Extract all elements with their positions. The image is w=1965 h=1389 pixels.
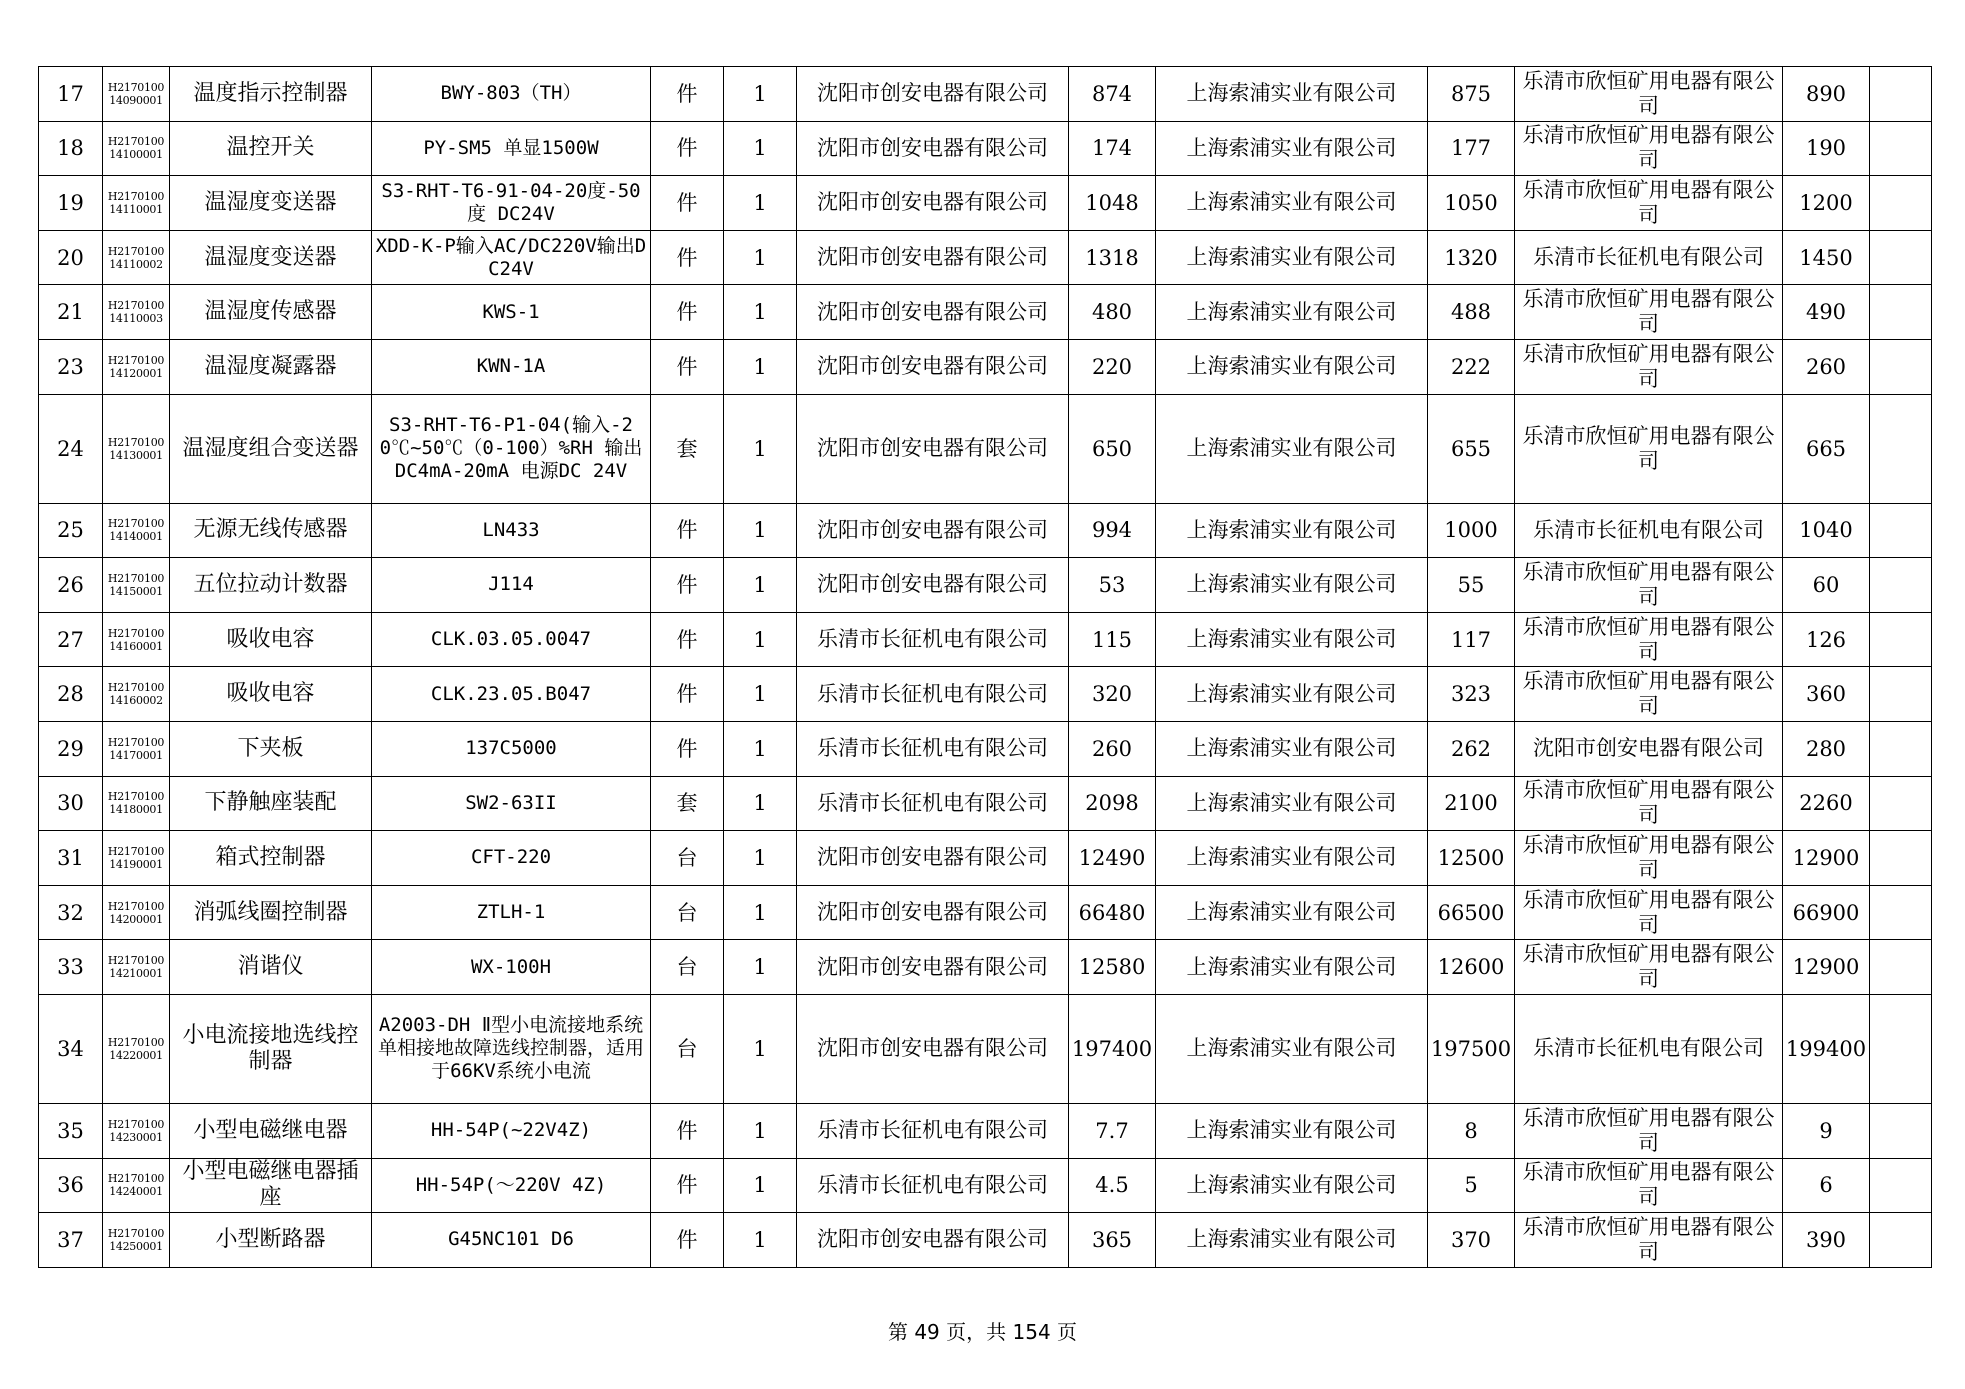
material-code: H2170100 14090001 bbox=[103, 67, 170, 122]
price-3: 12900 bbox=[1783, 940, 1870, 995]
price-1: 4.5 bbox=[1069, 1158, 1156, 1213]
table-row bbox=[39, 721, 1932, 776]
price-1: 12580 bbox=[1069, 940, 1156, 995]
row-number: 25 bbox=[39, 503, 103, 558]
price-2: 5 bbox=[1428, 1158, 1515, 1213]
supplier-3: 乐清市欣恒矿用电器有限公司 bbox=[1515, 940, 1783, 995]
item-unit: 台 bbox=[651, 831, 724, 886]
price-1: 365 bbox=[1069, 1213, 1156, 1268]
supplier-2: 上海索浦实业有限公司 bbox=[1156, 176, 1428, 231]
remark bbox=[1870, 994, 1932, 1103]
price-3: 665 bbox=[1783, 394, 1870, 503]
item-unit: 件 bbox=[651, 558, 724, 613]
item-model: 137C5000 bbox=[372, 721, 651, 776]
item-quantity: 1 bbox=[724, 1213, 797, 1268]
table-row bbox=[39, 667, 1932, 722]
supplier-3: 沈阳市创安电器有限公司 bbox=[1515, 721, 1783, 776]
supplier-3: 乐清市欣恒矿用电器有限公司 bbox=[1515, 176, 1783, 231]
supplier-1: 乐清市长征机电有限公司 bbox=[797, 776, 1069, 831]
item-name: 温湿度变送器 bbox=[170, 230, 372, 285]
material-code: H2170100 14110002 bbox=[103, 230, 170, 285]
supplier-2: 上海索浦实业有限公司 bbox=[1156, 67, 1428, 122]
material-code: H2170100 14220001 bbox=[103, 994, 170, 1103]
supplier-1: 乐清市长征机电有限公司 bbox=[797, 1158, 1069, 1213]
row-number: 35 bbox=[39, 1103, 103, 1158]
supplier-2: 上海索浦实业有限公司 bbox=[1156, 121, 1428, 176]
price-1: 1048 bbox=[1069, 176, 1156, 231]
material-code: H2170100 14180001 bbox=[103, 776, 170, 831]
supplier-2: 上海索浦实业有限公司 bbox=[1156, 721, 1428, 776]
remark bbox=[1870, 1158, 1932, 1213]
price-1: 115 bbox=[1069, 612, 1156, 667]
supplier-1: 乐清市长征机电有限公司 bbox=[797, 721, 1069, 776]
item-quantity: 1 bbox=[724, 776, 797, 831]
material-code: H2170100 14210001 bbox=[103, 940, 170, 995]
remark bbox=[1870, 176, 1932, 231]
item-model: KWS-1 bbox=[372, 285, 651, 340]
supplier-3: 乐清市欣恒矿用电器有限公司 bbox=[1515, 121, 1783, 176]
item-unit: 件 bbox=[651, 503, 724, 558]
item-unit: 件 bbox=[651, 721, 724, 776]
price-2: 55 bbox=[1428, 558, 1515, 613]
price-1: 874 bbox=[1069, 67, 1156, 122]
price-1: 1318 bbox=[1069, 230, 1156, 285]
supplier-2: 上海索浦实业有限公司 bbox=[1156, 1213, 1428, 1268]
supplier-3: 乐清市长征机电有限公司 bbox=[1515, 994, 1783, 1103]
row-number: 20 bbox=[39, 230, 103, 285]
price-3: 60 bbox=[1783, 558, 1870, 613]
material-code: H2170100 14130001 bbox=[103, 394, 170, 503]
item-quantity: 1 bbox=[724, 1158, 797, 1213]
supplier-3: 乐清市欣恒矿用电器有限公司 bbox=[1515, 339, 1783, 394]
price-1: 12490 bbox=[1069, 831, 1156, 886]
table-row bbox=[39, 339, 1932, 394]
supplier-1: 乐清市长征机电有限公司 bbox=[797, 1103, 1069, 1158]
item-name: 温控开关 bbox=[170, 121, 372, 176]
price-3: 390 bbox=[1783, 1213, 1870, 1268]
supplier-2: 上海索浦实业有限公司 bbox=[1156, 994, 1428, 1103]
supplier-1: 沈阳市创安电器有限公司 bbox=[797, 285, 1069, 340]
table-row bbox=[39, 230, 1932, 285]
supplier-1: 沈阳市创安电器有限公司 bbox=[797, 994, 1069, 1103]
remark bbox=[1870, 394, 1932, 503]
item-unit: 件 bbox=[651, 667, 724, 722]
row-number: 27 bbox=[39, 612, 103, 667]
remark bbox=[1870, 67, 1932, 122]
item-unit: 件 bbox=[651, 230, 724, 285]
item-model: KWN-1A bbox=[372, 339, 651, 394]
remark bbox=[1870, 121, 1932, 176]
item-quantity: 1 bbox=[724, 885, 797, 940]
item-unit: 件 bbox=[651, 612, 724, 667]
remark bbox=[1870, 776, 1932, 831]
item-unit: 套 bbox=[651, 776, 724, 831]
material-code: H2170100 14240001 bbox=[103, 1158, 170, 1213]
item-model: XDD-K-P输入AC/DC220V输出DC24V bbox=[372, 230, 651, 285]
item-unit: 件 bbox=[651, 339, 724, 394]
item-name: 温湿度传感器 bbox=[170, 285, 372, 340]
item-model: CFT-220 bbox=[372, 831, 651, 886]
price-2: 875 bbox=[1428, 67, 1515, 122]
price-3: 360 bbox=[1783, 667, 1870, 722]
item-model: LN433 bbox=[372, 503, 651, 558]
price-2: 1000 bbox=[1428, 503, 1515, 558]
row-number: 29 bbox=[39, 721, 103, 776]
item-quantity: 1 bbox=[724, 339, 797, 394]
price-3: 12900 bbox=[1783, 831, 1870, 886]
price-3: 199400 bbox=[1783, 994, 1870, 1103]
material-code: H2170100 14110003 bbox=[103, 285, 170, 340]
price-3: 890 bbox=[1783, 67, 1870, 122]
remark bbox=[1870, 339, 1932, 394]
price-1: 53 bbox=[1069, 558, 1156, 613]
remark bbox=[1870, 1103, 1932, 1158]
price-2: 222 bbox=[1428, 339, 1515, 394]
price-3: 9 bbox=[1783, 1103, 1870, 1158]
item-model: J114 bbox=[372, 558, 651, 613]
item-model: WX-100H bbox=[372, 940, 651, 995]
price-2: 1320 bbox=[1428, 230, 1515, 285]
supplier-2: 上海索浦实业有限公司 bbox=[1156, 394, 1428, 503]
table-row bbox=[39, 1158, 1932, 1213]
item-quantity: 1 bbox=[724, 612, 797, 667]
supplier-3: 乐清市欣恒矿用电器有限公司 bbox=[1515, 67, 1783, 122]
supplier-1: 沈阳市创安电器有限公司 bbox=[797, 1213, 1069, 1268]
item-model: A2003-DH Ⅱ型小电流接地系统单相接地故障选线控制器，适用于66KV系统小电流 bbox=[372, 994, 651, 1103]
price-3: 6 bbox=[1783, 1158, 1870, 1213]
remark bbox=[1870, 721, 1932, 776]
price-2: 12500 bbox=[1428, 831, 1515, 886]
supplier-1: 沈阳市创安电器有限公司 bbox=[797, 394, 1069, 503]
item-name: 温湿度组合变送器 bbox=[170, 394, 372, 503]
supplier-2: 上海索浦实业有限公司 bbox=[1156, 612, 1428, 667]
item-model: CLK.03.05.0047 bbox=[372, 612, 651, 667]
remark bbox=[1870, 558, 1932, 613]
remark bbox=[1870, 667, 1932, 722]
row-number: 23 bbox=[39, 339, 103, 394]
supplier-2: 上海索浦实业有限公司 bbox=[1156, 339, 1428, 394]
table-row bbox=[39, 285, 1932, 340]
remark bbox=[1870, 885, 1932, 940]
item-unit: 件 bbox=[651, 285, 724, 340]
material-code: H2170100 14250001 bbox=[103, 1213, 170, 1268]
item-quantity: 1 bbox=[724, 285, 797, 340]
price-3: 1200 bbox=[1783, 176, 1870, 231]
row-number: 24 bbox=[39, 394, 103, 503]
item-model: S3-RHT-T6-P1-04(输入-20℃~50℃（0-100）%RH 输出 DC4mA-20mA 电源DC 24V bbox=[372, 394, 651, 503]
supplier-2: 上海索浦实业有限公司 bbox=[1156, 503, 1428, 558]
table-row bbox=[39, 394, 1932, 503]
price-2: 323 bbox=[1428, 667, 1515, 722]
item-name: 消弧线圈控制器 bbox=[170, 885, 372, 940]
price-1: 197400 bbox=[1069, 994, 1156, 1103]
row-number: 33 bbox=[39, 940, 103, 995]
item-name: 温湿度变送器 bbox=[170, 176, 372, 231]
item-name: 小型断路器 bbox=[170, 1213, 372, 1268]
table-row bbox=[39, 67, 1932, 122]
table-row bbox=[39, 885, 1932, 940]
supplier-3: 乐清市长征机电有限公司 bbox=[1515, 230, 1783, 285]
item-quantity: 1 bbox=[724, 176, 797, 231]
material-code: H2170100 14160001 bbox=[103, 612, 170, 667]
supplier-3: 乐清市欣恒矿用电器有限公司 bbox=[1515, 776, 1783, 831]
item-name: 吸收电容 bbox=[170, 612, 372, 667]
item-model: PY-SM5 单显1500W bbox=[372, 121, 651, 176]
item-quantity: 1 bbox=[724, 230, 797, 285]
price-2: 8 bbox=[1428, 1103, 1515, 1158]
supplier-2: 上海索浦实业有限公司 bbox=[1156, 885, 1428, 940]
table-row bbox=[39, 558, 1932, 613]
table-row bbox=[39, 1103, 1932, 1158]
supplier-1: 沈阳市创安电器有限公司 bbox=[797, 831, 1069, 886]
item-model: BWY-803（TH） bbox=[372, 67, 651, 122]
price-1: 2098 bbox=[1069, 776, 1156, 831]
item-quantity: 1 bbox=[724, 503, 797, 558]
row-number: 18 bbox=[39, 121, 103, 176]
item-quantity: 1 bbox=[724, 721, 797, 776]
material-code: H2170100 14160002 bbox=[103, 667, 170, 722]
supplier-3: 乐清市欣恒矿用电器有限公司 bbox=[1515, 558, 1783, 613]
supplier-1: 沈阳市创安电器有限公司 bbox=[797, 67, 1069, 122]
item-unit: 件 bbox=[651, 67, 724, 122]
item-model: S3-RHT-T6-91-04-20度-50度 DC24V bbox=[372, 176, 651, 231]
supplier-2: 上海索浦实业有限公司 bbox=[1156, 940, 1428, 995]
row-number: 21 bbox=[39, 285, 103, 340]
row-number: 19 bbox=[39, 176, 103, 231]
row-number: 37 bbox=[39, 1213, 103, 1268]
price-2: 655 bbox=[1428, 394, 1515, 503]
item-unit: 台 bbox=[651, 885, 724, 940]
supplier-2: 上海索浦实业有限公司 bbox=[1156, 776, 1428, 831]
price-2: 12600 bbox=[1428, 940, 1515, 995]
remark bbox=[1870, 285, 1932, 340]
material-code: H2170100 14200001 bbox=[103, 885, 170, 940]
price-2: 177 bbox=[1428, 121, 1515, 176]
table-row bbox=[39, 776, 1932, 831]
item-name: 消谐仪 bbox=[170, 940, 372, 995]
supplier-2: 上海索浦实业有限公司 bbox=[1156, 285, 1428, 340]
price-3: 1040 bbox=[1783, 503, 1870, 558]
material-code: H2170100 14230001 bbox=[103, 1103, 170, 1158]
remark bbox=[1870, 831, 1932, 886]
material-code: H2170100 14110001 bbox=[103, 176, 170, 231]
supplier-3: 乐清市欣恒矿用电器有限公司 bbox=[1515, 831, 1783, 886]
material-code: H2170100 14120001 bbox=[103, 339, 170, 394]
item-name: 温度指示控制器 bbox=[170, 67, 372, 122]
supplier-1: 沈阳市创安电器有限公司 bbox=[797, 176, 1069, 231]
supplier-3: 乐清市欣恒矿用电器有限公司 bbox=[1515, 1213, 1783, 1268]
price-3: 1450 bbox=[1783, 230, 1870, 285]
price-2: 488 bbox=[1428, 285, 1515, 340]
price-3: 66900 bbox=[1783, 885, 1870, 940]
supplier-1: 沈阳市创安电器有限公司 bbox=[797, 940, 1069, 995]
item-unit: 套 bbox=[651, 394, 724, 503]
table-row bbox=[39, 121, 1932, 176]
supplier-1: 沈阳市创安电器有限公司 bbox=[797, 503, 1069, 558]
table-row bbox=[39, 612, 1932, 667]
price-1: 994 bbox=[1069, 503, 1156, 558]
material-code: H2170100 14140001 bbox=[103, 503, 170, 558]
table-row bbox=[39, 176, 1932, 231]
supplier-2: 上海索浦实业有限公司 bbox=[1156, 667, 1428, 722]
item-name: 小电流接地选线控制器 bbox=[170, 994, 372, 1103]
item-name: 无源无线传感器 bbox=[170, 503, 372, 558]
supplier-3: 乐清市欣恒矿用电器有限公司 bbox=[1515, 394, 1783, 503]
supplier-1: 沈阳市创安电器有限公司 bbox=[797, 885, 1069, 940]
item-quantity: 1 bbox=[724, 667, 797, 722]
material-code: H2170100 14190001 bbox=[103, 831, 170, 886]
supplier-2: 上海索浦实业有限公司 bbox=[1156, 1103, 1428, 1158]
item-quantity: 1 bbox=[724, 1103, 797, 1158]
price-1: 66480 bbox=[1069, 885, 1156, 940]
quote-table bbox=[38, 66, 1932, 1268]
table-row bbox=[39, 503, 1932, 558]
table-row bbox=[39, 1213, 1932, 1268]
item-unit: 件 bbox=[651, 1213, 724, 1268]
item-quantity: 1 bbox=[724, 394, 797, 503]
supplier-3: 乐清市欣恒矿用电器有限公司 bbox=[1515, 1158, 1783, 1213]
row-number: 32 bbox=[39, 885, 103, 940]
price-2: 2100 bbox=[1428, 776, 1515, 831]
supplier-3: 乐清市欣恒矿用电器有限公司 bbox=[1515, 285, 1783, 340]
table-row bbox=[39, 831, 1932, 886]
remark bbox=[1870, 612, 1932, 667]
item-name: 温湿度凝露器 bbox=[170, 339, 372, 394]
supplier-3: 乐清市欣恒矿用电器有限公司 bbox=[1515, 667, 1783, 722]
item-name: 小型电磁继电器插座 bbox=[170, 1158, 372, 1213]
item-model: SW2-63II bbox=[372, 776, 651, 831]
row-number: 31 bbox=[39, 831, 103, 886]
price-1: 320 bbox=[1069, 667, 1156, 722]
supplier-2: 上海索浦实业有限公司 bbox=[1156, 230, 1428, 285]
page-number: 第 49 页，共 154 页 bbox=[887, 1320, 1078, 1344]
item-name: 吸收电容 bbox=[170, 667, 372, 722]
item-quantity: 1 bbox=[724, 67, 797, 122]
item-model: HH-54P(~22V4Z) bbox=[372, 1103, 651, 1158]
supplier-2: 上海索浦实业有限公司 bbox=[1156, 1158, 1428, 1213]
supplier-2: 上海索浦实业有限公司 bbox=[1156, 558, 1428, 613]
row-number: 36 bbox=[39, 1158, 103, 1213]
item-quantity: 1 bbox=[724, 558, 797, 613]
supplier-2: 上海索浦实业有限公司 bbox=[1156, 831, 1428, 886]
item-model: ZTLH-1 bbox=[372, 885, 651, 940]
price-2: 66500 bbox=[1428, 885, 1515, 940]
price-3: 126 bbox=[1783, 612, 1870, 667]
item-model: HH-54P(～220V 4Z) bbox=[372, 1158, 651, 1213]
item-unit: 台 bbox=[651, 940, 724, 995]
price-3: 190 bbox=[1783, 121, 1870, 176]
price-1: 260 bbox=[1069, 721, 1156, 776]
supplier-1: 乐清市长征机电有限公司 bbox=[797, 612, 1069, 667]
item-quantity: 1 bbox=[724, 121, 797, 176]
item-quantity: 1 bbox=[724, 831, 797, 886]
price-2: 370 bbox=[1428, 1213, 1515, 1268]
remark bbox=[1870, 1213, 1932, 1268]
item-unit: 件 bbox=[651, 1158, 724, 1213]
price-2: 197500 bbox=[1428, 994, 1515, 1103]
quote-table-body bbox=[39, 67, 1932, 1268]
material-code: H2170100 14150001 bbox=[103, 558, 170, 613]
item-name: 下静触座装配 bbox=[170, 776, 372, 831]
item-model: G45NC101 D6 bbox=[372, 1213, 651, 1268]
item-unit: 件 bbox=[651, 121, 724, 176]
price-1: 174 bbox=[1069, 121, 1156, 176]
supplier-3: 乐清市欣恒矿用电器有限公司 bbox=[1515, 1103, 1783, 1158]
row-number: 30 bbox=[39, 776, 103, 831]
item-unit: 台 bbox=[651, 994, 724, 1103]
item-name: 小型电磁继电器 bbox=[170, 1103, 372, 1158]
price-1: 650 bbox=[1069, 394, 1156, 503]
item-unit: 件 bbox=[651, 1103, 724, 1158]
remark bbox=[1870, 940, 1932, 995]
price-2: 117 bbox=[1428, 612, 1515, 667]
item-name: 箱式控制器 bbox=[170, 831, 372, 886]
row-number: 28 bbox=[39, 667, 103, 722]
item-quantity: 1 bbox=[724, 994, 797, 1103]
supplier-1: 沈阳市创安电器有限公司 bbox=[797, 230, 1069, 285]
price-1: 7.7 bbox=[1069, 1103, 1156, 1158]
supplier-3: 乐清市欣恒矿用电器有限公司 bbox=[1515, 885, 1783, 940]
item-unit: 件 bbox=[651, 176, 724, 231]
item-name: 五位拉动计数器 bbox=[170, 558, 372, 613]
item-quantity: 1 bbox=[724, 940, 797, 995]
remark bbox=[1870, 503, 1932, 558]
supplier-1: 沈阳市创安电器有限公司 bbox=[797, 121, 1069, 176]
price-1: 480 bbox=[1069, 285, 1156, 340]
remark bbox=[1870, 230, 1932, 285]
table-row bbox=[39, 994, 1932, 1103]
price-2: 262 bbox=[1428, 721, 1515, 776]
item-model: CLK.23.05.B047 bbox=[372, 667, 651, 722]
row-number: 17 bbox=[39, 67, 103, 122]
table-row bbox=[39, 940, 1932, 995]
row-number: 34 bbox=[39, 994, 103, 1103]
item-name: 下夹板 bbox=[170, 721, 372, 776]
price-3: 2260 bbox=[1783, 776, 1870, 831]
supplier-3: 乐清市长征机电有限公司 bbox=[1515, 503, 1783, 558]
material-code: H2170100 14170001 bbox=[103, 721, 170, 776]
supplier-1: 乐清市长征机电有限公司 bbox=[797, 667, 1069, 722]
price-3: 260 bbox=[1783, 339, 1870, 394]
supplier-1: 沈阳市创安电器有限公司 bbox=[797, 339, 1069, 394]
row-number: 26 bbox=[39, 558, 103, 613]
supplier-3: 乐清市欣恒矿用电器有限公司 bbox=[1515, 612, 1783, 667]
price-1: 220 bbox=[1069, 339, 1156, 394]
material-code: H2170100 14100001 bbox=[103, 121, 170, 176]
price-3: 490 bbox=[1783, 285, 1870, 340]
supplier-1: 沈阳市创安电器有限公司 bbox=[797, 558, 1069, 613]
price-3: 280 bbox=[1783, 721, 1870, 776]
price-2: 1050 bbox=[1428, 176, 1515, 231]
